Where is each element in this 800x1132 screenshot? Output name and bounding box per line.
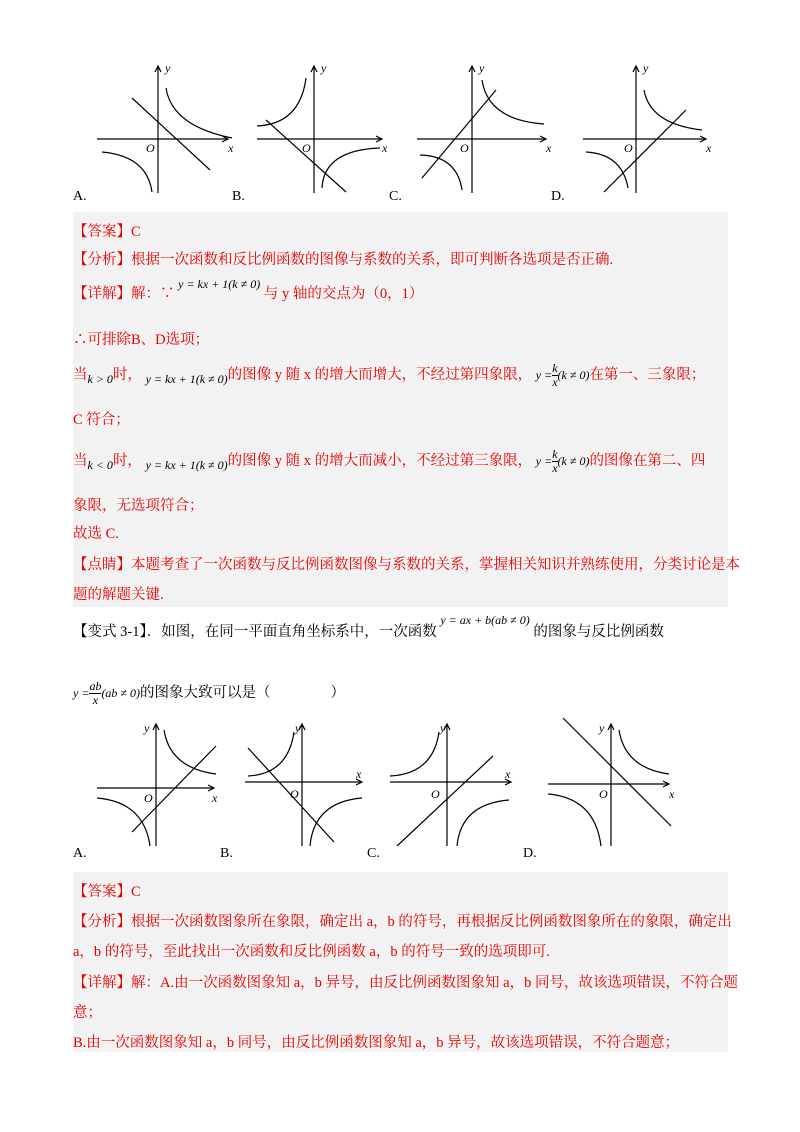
answer-2: 【答案】C bbox=[73, 884, 141, 900]
variant-fraction bbox=[89, 680, 101, 707]
bottom-option-d: D. bbox=[523, 846, 537, 861]
case-2-text: 的图像 y 随 x 的增大而减小，不经过第三象限， bbox=[227, 452, 533, 469]
x-axis-label: x bbox=[228, 141, 234, 155]
graph-bottom-d bbox=[543, 712, 683, 848]
x-axis-label: x bbox=[382, 141, 388, 155]
variant-close: ） bbox=[330, 684, 346, 701]
x-axis-label: x bbox=[546, 141, 552, 155]
x-axis-label: x bbox=[706, 141, 712, 155]
frac-num: ab bbox=[89, 679, 102, 693]
origin-label: O bbox=[624, 141, 633, 155]
origin-label: O bbox=[144, 791, 153, 805]
case-2-frac-y: y = bbox=[535, 454, 553, 468]
x-axis-label: x bbox=[356, 767, 362, 781]
x-axis-label: x bbox=[212, 791, 218, 805]
detail-2b: 意； bbox=[73, 1005, 102, 1021]
case-1 bbox=[73, 362, 705, 389]
graph-bottom-c bbox=[385, 718, 525, 848]
bottom-option-b: B. bbox=[220, 846, 233, 861]
case-1-when: 当 bbox=[73, 366, 88, 383]
detail-1 bbox=[73, 277, 424, 303]
case-1-text: 的图像 y 随 x 的增大而增大，不经过第四象限， bbox=[227, 366, 533, 383]
variant-formula: y = ax + b(ab ≠ 0) bbox=[440, 613, 530, 628]
bottom-option-c: C. bbox=[367, 846, 380, 861]
origin-label: O bbox=[599, 787, 608, 801]
graph-top-d bbox=[578, 60, 718, 195]
variant-question bbox=[73, 613, 664, 641]
detail-1-prefix: 【详解】解：∵ bbox=[73, 286, 175, 302]
analysis-2b: a，b 的符号，至此找出一次函数和反比例函数 a，b 的符号一致的选项即可. bbox=[73, 944, 550, 960]
answer-block-1 bbox=[73, 212, 728, 607]
y-axis-label: y bbox=[643, 61, 649, 75]
frac-num: k bbox=[552, 361, 558, 375]
case-1-frac-cond: (k ≠ 0) bbox=[557, 368, 590, 382]
origin-label: O bbox=[460, 141, 469, 155]
variant-label: 【变式 3-1】．如图，在同一平面直角坐标系中，一次函数 bbox=[73, 624, 437, 640]
case-2-formula: y = kx + 1(k ≠ 0) bbox=[145, 458, 228, 472]
case-1-shi: 时， bbox=[112, 366, 142, 383]
origin-label: O bbox=[431, 787, 440, 801]
comment-2: 题的解题关键. bbox=[73, 587, 164, 603]
top-option-c: C. bbox=[389, 189, 402, 204]
y-axis-label: y bbox=[440, 721, 446, 735]
graph-bottom-a bbox=[92, 718, 227, 848]
variant-text-3: 的图象大致可以是（ bbox=[140, 684, 271, 701]
x-axis-label: x bbox=[505, 767, 511, 781]
x-axis-label: x bbox=[669, 787, 675, 801]
analysis-1: 【分析】根据一次函数和反比例函数的图像与系数的关系，即可判断各选项是否正确. bbox=[73, 252, 614, 268]
detail-2c: B.由一次函数图象知 a，b 同号，由反比例函数图象知 a，b 异号，故该选项错误，不符合题意； bbox=[73, 1035, 680, 1051]
y-axis-label: y bbox=[599, 721, 605, 735]
top-option-a: A. bbox=[73, 189, 87, 204]
origin-label: O bbox=[290, 787, 299, 801]
frac-den: x bbox=[92, 693, 99, 707]
case-2 bbox=[73, 448, 705, 475]
frac-num: k bbox=[552, 447, 558, 461]
case-1-quadrants: 在第一、三象限； bbox=[589, 366, 706, 383]
case-1-condition: k > 0 bbox=[87, 372, 113, 386]
y-axis-label: y bbox=[295, 721, 301, 735]
top-option-d: D. bbox=[551, 189, 565, 204]
frac-den: x bbox=[552, 461, 558, 475]
comment-1: 【点睛】本题考查了一次函数与反比例函数图像与系数的关系，掌握相关知识并熟练使用，分类讨论是本 bbox=[73, 557, 740, 573]
graph-top-a bbox=[92, 60, 242, 195]
answer-1: 【答案】C bbox=[73, 224, 141, 240]
case-2-when: 当 bbox=[73, 452, 88, 469]
frac-den: x bbox=[552, 375, 558, 389]
case-2-quadrants: 的图像在第二、四 bbox=[589, 452, 706, 469]
detail-2a: 【详解】解：A.由一次函数图象知 a，b 异号，由反比例函数图象知 a，b 同号，故该选项错误，不符合题 bbox=[73, 975, 738, 991]
graph-top-b bbox=[252, 60, 402, 195]
y-axis-label: y bbox=[321, 61, 327, 75]
answer-block-2 bbox=[73, 872, 728, 1052]
graph-bottom-b bbox=[240, 718, 370, 848]
variant-text-2: 的图象与反比例函数 bbox=[533, 624, 664, 640]
exclude-text: ∴可排除B、D选项； bbox=[73, 332, 210, 348]
case-2-conclusion: 象限，无选项符合； bbox=[73, 498, 204, 514]
case-1-formula: y = kx + 1(k ≠ 0) bbox=[145, 372, 228, 386]
case-1-frac-y: y = bbox=[535, 368, 553, 382]
top-option-b: B. bbox=[232, 189, 245, 204]
formula-line: y = kx + 1(k ≠ 0) bbox=[178, 277, 261, 292]
origin-label: O bbox=[302, 141, 311, 155]
variant-question-2 bbox=[73, 680, 345, 707]
y-axis-label: y bbox=[479, 61, 485, 75]
y-axis-label: y bbox=[144, 721, 150, 735]
y-axis-label: y bbox=[165, 61, 171, 75]
case-2-frac-cond: (k ≠ 0) bbox=[557, 454, 590, 468]
graph-top-c bbox=[412, 60, 562, 195]
case-2-shi: 时， bbox=[112, 452, 142, 469]
variant-frac-cond: (ab ≠ 0) bbox=[101, 686, 141, 700]
detail-1-suffix: 与 y 轴的交点为（0，1） bbox=[263, 286, 424, 302]
case-1-conclusion: C 符合； bbox=[73, 412, 130, 428]
variant-frac-y: y = bbox=[73, 686, 90, 700]
bottom-option-a: A. bbox=[73, 846, 87, 861]
case-2-condition: k < 0 bbox=[87, 458, 113, 472]
choose-text: 故选 C. bbox=[73, 526, 119, 542]
origin-label: O bbox=[146, 141, 155, 155]
analysis-2a: 【分析】根据一次函数图象所在象限，确定出 a，b 的符号，再根据反比例函数图象所在的象限，确定出 bbox=[73, 914, 732, 930]
